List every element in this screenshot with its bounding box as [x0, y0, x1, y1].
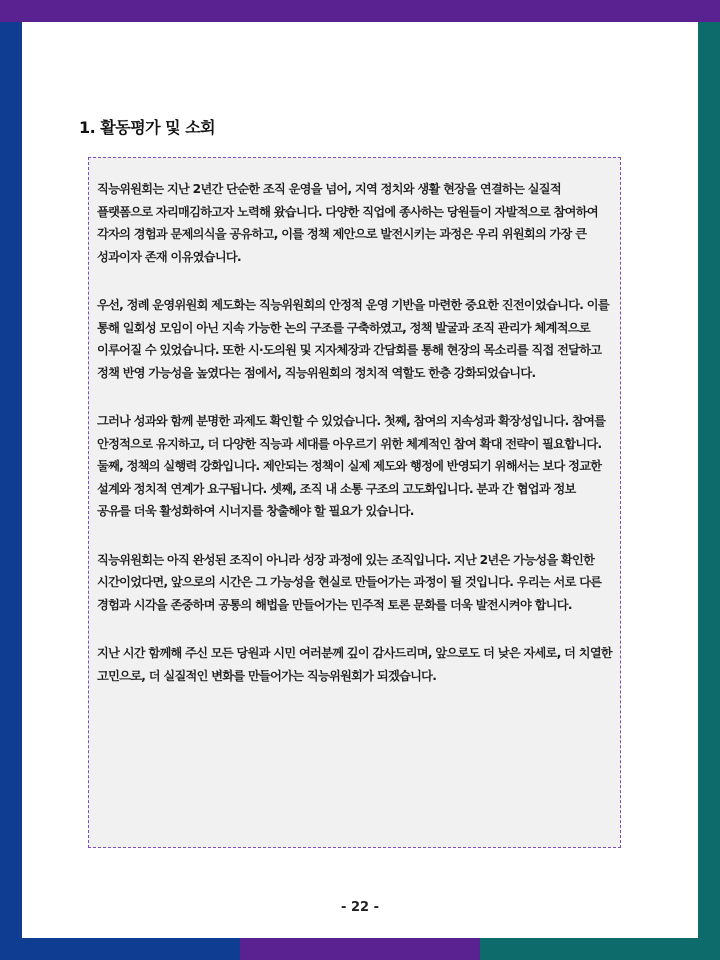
- bottom-color-band: [0, 938, 720, 960]
- bottom-band-segment-teal: [480, 938, 720, 960]
- section-title: 1. 활동평가 및 소회: [79, 117, 216, 137]
- right-color-band: [698, 22, 720, 938]
- content-box: [88, 157, 621, 848]
- paragraph-5: 지난 시간 함께해 주신 모든 당원과 시민 여러분께 깊이 감사드리며, 앞으로도 더 낮은 자세로, 더 치열한 고민으로, 더 실질적인 변화를 만들어가는 직능위원회가 되겠습니다.: [97, 646, 613, 683]
- paragraph-3: 그러나 성과와 함께 분명한 과제도 확인할 수 있었습니다. 첫째, 참여의 지속성과 확장성입니다. 참여를 안정적으로 유지하고, 더 다양한 직능과 세대를 아우르기 위한 체계적인 참여 확대 전략이 필요합니다. 둘째, 정책의 실행력 강화입니다. 제안되는 정책이 실제 제도와 행정에 반영되기 위해서는 보다 정교한 설계와 정치적 연계가 요구됩니다. 셋째, 조직 내 소통 구조의 고도화입니다. 분과 간 협업과 정보 공유를 더욱 활성화하여 시너지를 창출해야 할 필요가 있습니다.: [97, 414, 606, 518]
- bottom-band-segment-blue: [0, 938, 240, 960]
- bottom-band-segment-purple: [240, 938, 480, 960]
- paragraph-2: 우선, 정례 운영위원회 제도화는 직능위원회의 안정적 운영 기반을 마련한 중요한 진전이었습니다. 이를 통해 일회성 모임이 아닌 지속 가능한 논의 구조를 구축하였고, 정책 발굴과 조직 관리가 체계적으로 이루어질 수 있었습니다. 또한 시·도의원 및 지자체장과 간담회를 통해 현장의 목소리를 직접 전달하고 정책 반영 가능성을 높였다는 점에서, 직능위원회의 정치적 역할도 한층 강화되었습니다.: [97, 298, 609, 380]
- paragraph-4: 직능위원회는 아직 완성된 조직이 아니라 성장 과정에 있는 조직입니다. 지난 2년은 가능성을 확인한 시간이었다면, 앞으로의 시간은 그 가능성을 현실로 만들어가는 과정이 될 것입니다. 우리는 서로 다른 경험과 시각을 존중하며 공통의 해법을 만들어가는 민주적 토론 문화를 더욱 발전시켜야 합니다.: [97, 552, 602, 612]
- top-color-band: [0, 0, 720, 22]
- left-color-band: [0, 22, 22, 938]
- page-number: - 22 -: [341, 900, 379, 915]
- paragraph-1: 직능위원회는 지난 2년간 단순한 조직 운영을 넘어, 지역 정치와 생활 현장을 연결하는 실질적 플랫폼으로 자리매김하고자 노력해 왔습니다. 다양한 직업에 종사하는 당원들이 자발적으로 참여하여 각자의 경험과 문제의식을 공유하고, 이를 정책 제안으로 발전시키는 과정은 우리 위원회의 가장 큰 성과이자 존재 이유였습니다.: [97, 182, 598, 264]
